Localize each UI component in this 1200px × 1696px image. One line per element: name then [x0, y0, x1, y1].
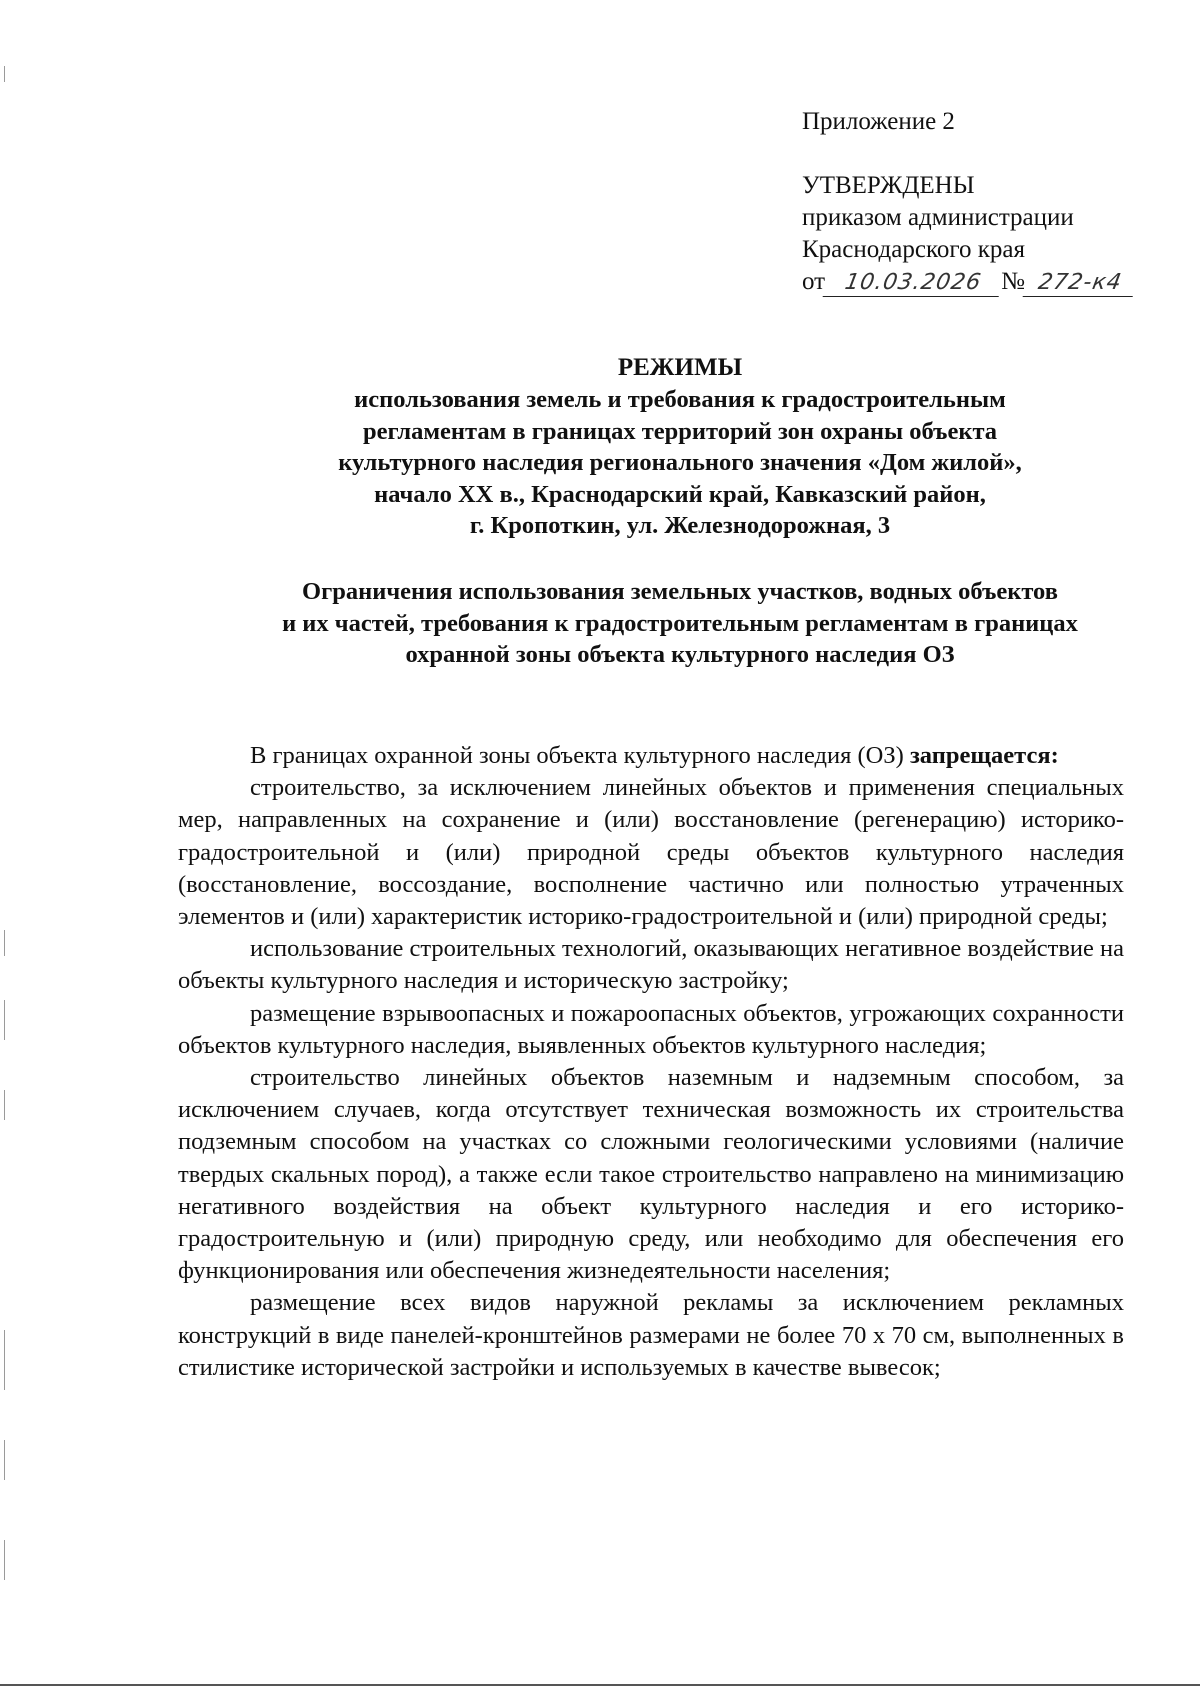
subtitle-line: регламентам в границах территорий зон охраны объекта: [362, 417, 998, 445]
approval-block: [802, 106, 1182, 298]
scan-edge-mark: [4, 66, 5, 82]
subtitle-line: культурного наследия регионального значения «Дом жилой»,: [338, 449, 1022, 476]
restriction-item: размещение всех видов наружной рекламы за исключением рекламных конструкций в виде панелей-кронштейнов размерами не более 70 х 70 см, выполненных в стилистике исторической застройки и используемых в качестве вывесок;: [178, 1289, 1124, 1381]
restriction-item: использование строительных технологий, оказывающих негативное воздействие на объекты культурного наследия и историческую застройку;: [178, 935, 1124, 995]
intro-bold: запрещается:: [909, 742, 1059, 769]
section-title: [180, 576, 1180, 671]
order-number-handwritten: 272-к4: [1023, 270, 1138, 297]
restriction-item: строительство линейных объектов наземным и надземным способом, за исключением случаев, когда отсутствует техническая возможность их строительства подземным способом на участках со сложными геологическими условиями (наличие твердых скальных пород), а также если такое строительство направлено на минимизацию негативного воздействия на объект культурного наследия и его историко-градостроительную и (или) природную среду, или необходимо для обеспечения его функционирования или обеспечения жизнедеятельности населения;: [178, 1064, 1124, 1285]
scan-edge-mark: [4, 930, 5, 956]
order-date-handwritten: 10.03.2026: [823, 270, 1004, 297]
section-title-line: и их частей, требования к градостроительным регламентам в границах: [282, 609, 1078, 637]
scan-edge-mark: [4, 1330, 5, 1390]
scan-edge-mark: [4, 1090, 5, 1120]
scan-bottom-edge: [0, 1684, 1200, 1686]
section-title-line: охранной зоны объекта культурного наследия ОЗ: [405, 641, 955, 668]
scan-edge-mark: [4, 1540, 5, 1580]
body-text: [178, 740, 1124, 1384]
intro-paragraph: [178, 740, 1124, 772]
order-date-number-line: [802, 266, 1182, 298]
appendix-label: Приложение 2: [802, 108, 955, 135]
intro-text: В границах охранной зоны объекта культурного наследия (ОЗ): [250, 742, 904, 769]
section-title-line: Ограничения использования земельных участков, водных объектов: [302, 578, 1058, 605]
subtitle-line: начало XX в., Краснодарский край, Кавказский район,: [374, 480, 986, 508]
document-subtitle: [180, 384, 1180, 542]
restriction-item: размещение взрывоопасных и пожароопасных объектов, угрожающих сохранности объектов культурного наследия, выявленных объектов культурного наследия;: [178, 999, 1124, 1059]
restriction-item: строительство, за исключением линейных объектов и применения специальных мер, направленных на сохранение и (или) восстановление (регенерацию) историко-градостроительной и (или) природной среды объектов культурного наследия (восстановление, воссоздание, восполнение частично или полностью утраченных элементов и (или) характеристик историко-градостроительной и (или) природной среды;: [178, 774, 1124, 931]
date-prefix: от: [802, 268, 826, 295]
subtitle-line: использования земель и требования к градостроительным: [354, 386, 1006, 413]
approved-by-order: приказом администрации: [802, 204, 1074, 231]
approved-region: Краснодарского края: [802, 236, 1025, 263]
document-title: РЕЖИМЫ: [617, 354, 743, 381]
number-prefix: №: [1001, 268, 1025, 295]
approved-label: УТВЕРЖДЕНЫ: [802, 172, 975, 199]
subtitle-line: г. Кропоткин, ул. Железнодорожная, 3: [469, 512, 891, 539]
scan-edge-mark: [4, 1440, 5, 1480]
scan-edge-mark: [4, 1000, 5, 1040]
